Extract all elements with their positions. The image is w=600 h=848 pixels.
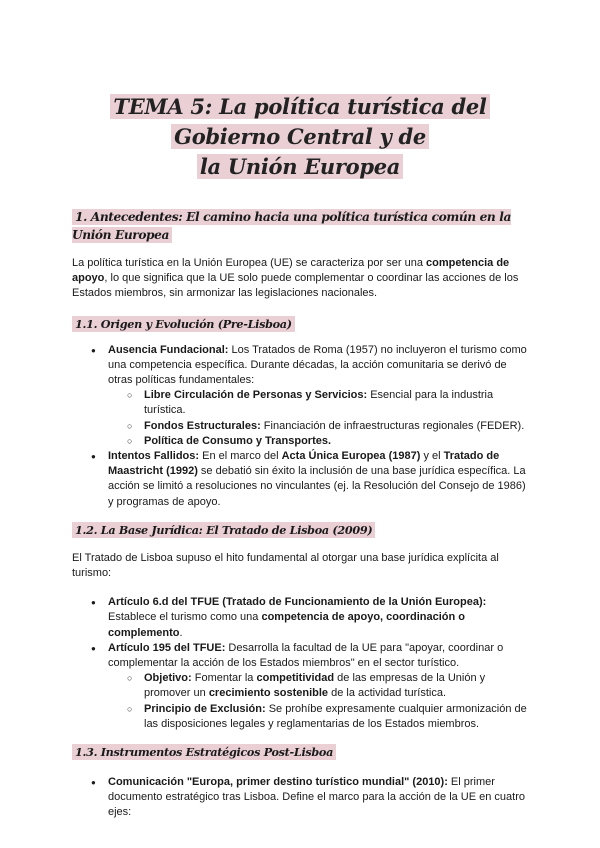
text: y el <box>420 450 444 463</box>
text: Financiación de infraestructuras regionales (FEDER). <box>260 419 525 432</box>
bold-text: Principio de Exclusión: <box>144 702 266 715</box>
bold-text: Tratado de Maastricht (1992) <box>108 450 500 478</box>
bold-text: Política de Consumo y Transportes. <box>144 434 332 447</box>
document-title <box>72 0 528 182</box>
bold-text: Artículo 195 del TFUE: <box>108 641 226 654</box>
list-item <box>108 595 528 641</box>
sub-list-item <box>144 419 528 434</box>
section-1-paragraph <box>72 256 528 302</box>
sub-list-item <box>144 388 528 418</box>
text: Los Tratados de Roma (1957) no incluyeron el turismo como una competencia específica. Durante décadas, la acción comunitaria se derivó de otras políticas fundamentales: <box>108 343 527 387</box>
section-1-3-heading <box>72 744 528 761</box>
section-1-2-heading <box>72 522 528 539</box>
sub-list <box>108 388 528 449</box>
text: Se prohíbe expresamente cualquier armonización de las disposiciones legales y reglamentarias de los Estados miembros. <box>144 702 527 730</box>
title-line-2: la Unión Europea <box>197 154 403 179</box>
bold-text: competitividad <box>256 672 335 685</box>
bold-text: Comunicación "Europa, primer destino turístico mundial" (2010): <box>108 776 448 789</box>
bold-text: crecimiento sostenible <box>208 687 329 700</box>
text: La política turística en la Unión Europea (UE) se caracteriza por ser una <box>72 257 427 269</box>
bold-text: Ausencia Fundacional: <box>108 343 229 356</box>
section-1-2-list <box>72 595 528 732</box>
text: El primer documento estratégico tras Lisboa. Define el marco para la acción de la UE en cuatro ejes: <box>108 776 526 819</box>
bold-text: Fondos Estructurales: <box>144 419 261 432</box>
section-1-heading-text: 1. Antecedentes: El camino hacia una política turística común en la Unión Europea <box>72 210 511 242</box>
bold-text: competencia de apoyo, coordinación o complemento <box>108 611 466 639</box>
section-1-heading <box>72 208 528 244</box>
text: Esencial para la industria turística. <box>144 389 494 417</box>
text: . <box>179 626 183 639</box>
bold-text: Libre Circulación de Personas y Servicios: <box>144 389 368 402</box>
bold-text: Artículo 6.d del TFUE (Tratado de Funcionamiento de la Unión Europea): <box>108 596 487 609</box>
bold-text: competencia de apoyo <box>72 257 510 285</box>
bold-text: Objetivo: <box>144 672 192 685</box>
section-1-2-intro: El Tratado de Lisboa supuso el hito fundamental al otorgar una base jurídica explícita al turismo: <box>72 551 499 580</box>
list-item <box>108 641 528 732</box>
sub-list-item <box>144 702 528 732</box>
title-line-1: TEMA 5: La política turística del Gobierno Central y de <box>110 94 489 149</box>
section-1-1-heading-text: 1.1. Origen y Evolución (Pre-Lisboa) <box>72 316 295 332</box>
text: , lo que significa que la UE solo puede complementar o coordinar las acciones de los Estados miembros, sin armonizar las legislaciones nacionales. <box>72 272 519 300</box>
section-1-3-list <box>72 775 528 821</box>
text: En el marco del <box>199 450 282 463</box>
text: Desarrolla la facultad de la UE para "apoyar, coordinar o complementar la acción de los Estados miembros" en el sector turístico. <box>108 641 504 670</box>
section-1-1-heading <box>72 316 528 333</box>
section-1-1-list <box>72 343 528 510</box>
section-1-2-heading-text: 1.2. La Base Jurídica: El Tratado de Lisboa (2009) <box>72 522 375 538</box>
list-item <box>108 449 528 510</box>
text: de la actividad turística. <box>328 687 447 700</box>
sub-list-item <box>144 671 528 701</box>
bold-text: Intentos Fallidos: <box>108 450 200 463</box>
bold-text: Acta Única Europea (1987) <box>281 450 421 463</box>
sub-list <box>108 671 528 732</box>
text: Establece el turismo como una <box>108 611 262 624</box>
list-item <box>108 775 528 821</box>
text: de las empresas de la Unión y promover un <box>144 672 486 700</box>
sub-list-item <box>144 434 528 449</box>
list-item <box>108 343 528 449</box>
text: Fomentar la <box>191 672 257 685</box>
text: se debatió sin éxito la inclusión de una base jurídica específica. La acción se limitó a resoluciones no vinculantes (ej. la Resolución del Consejo de 1986) y programas de apoyo. <box>108 465 526 508</box>
section-1-3-heading-text: 1.3. Instrumentos Estratégicos Post-Lisboa <box>72 744 336 760</box>
